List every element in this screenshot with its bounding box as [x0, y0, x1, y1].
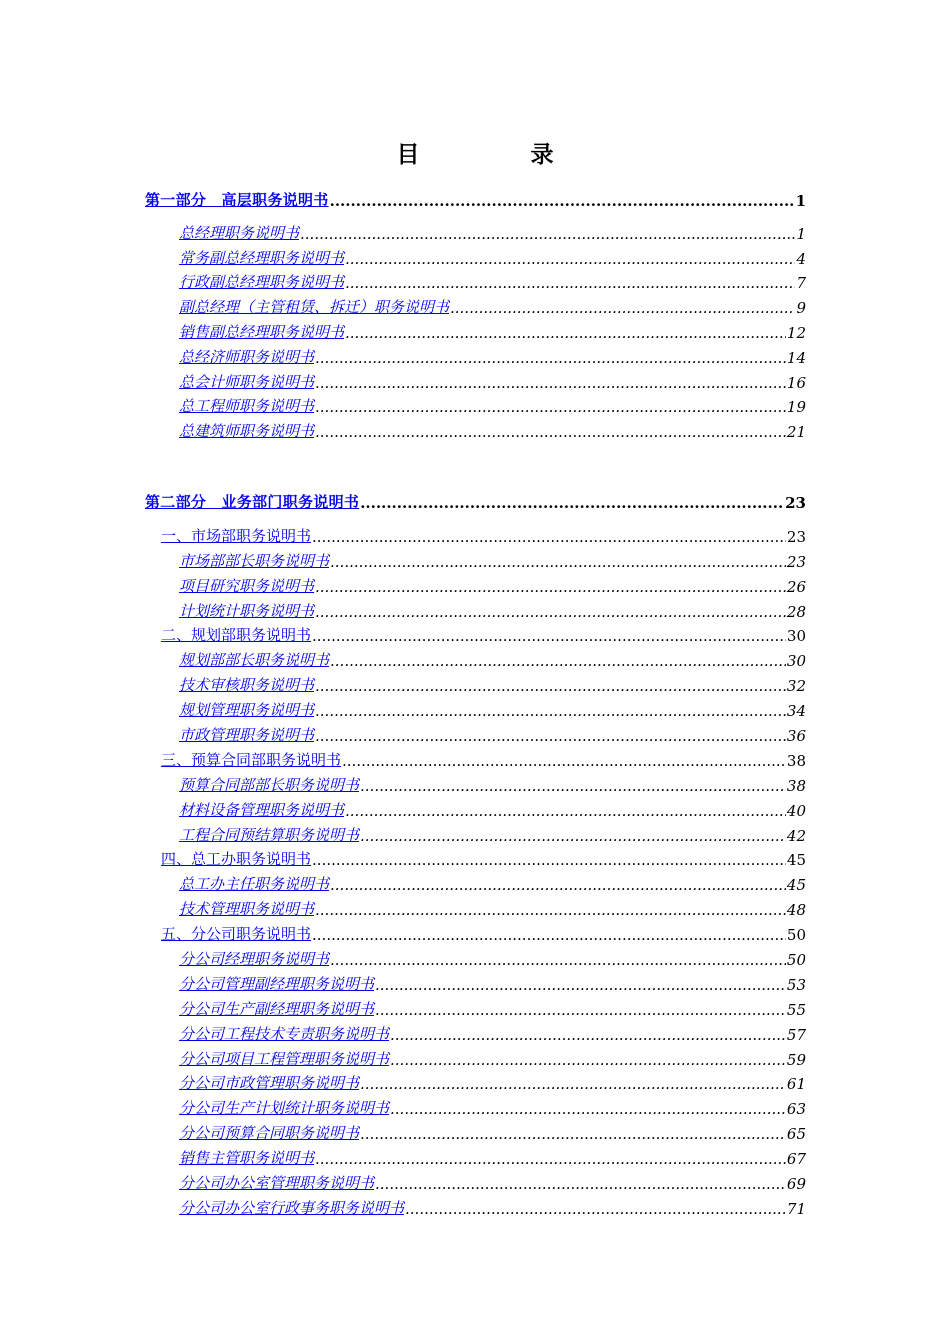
toc-entry[interactable] — [145, 342, 806, 367]
page-number: 67 — [786, 1150, 806, 1169]
leader-dots — [330, 553, 786, 571]
page-number: 4 — [796, 249, 806, 268]
toc-entry[interactable] — [145, 292, 806, 317]
page-number: 9 — [796, 299, 806, 318]
leader-dots — [312, 528, 786, 546]
toc-link[interactable]: 行政副总经理职务说明书 — [179, 273, 345, 292]
leader-dots — [375, 1001, 786, 1019]
leader-dots — [315, 578, 786, 596]
leader-dots — [330, 192, 795, 210]
leader-dots — [312, 851, 786, 869]
page-number: 30 — [786, 652, 806, 671]
leader-dots — [345, 274, 795, 292]
toc-title: 目 录 — [396, 141, 598, 168]
toc-part-1 — [145, 185, 806, 441]
toc-link[interactable]: 预算合同部部长职务说明书 — [179, 775, 360, 794]
toc-link[interactable]: 工程合同预结算职务说明书 — [179, 825, 360, 844]
toc-link[interactable]: 分公司生产计划统计职务说明书 — [179, 1099, 390, 1118]
toc-entry[interactable] — [145, 695, 806, 720]
toc-link[interactable]: 分公司市政管理职务说明书 — [179, 1074, 360, 1093]
toc-link[interactable]: 第一部分 高层职务说明书 — [145, 191, 329, 209]
page-number: 34 — [786, 702, 806, 721]
toc-link[interactable]: 技术审核职务说明书 — [179, 676, 315, 695]
leader-dots — [315, 1150, 786, 1168]
toc-section[interactable] — [145, 745, 806, 770]
page-number: 71 — [786, 1199, 806, 1218]
leader-dots — [315, 702, 786, 720]
leader-dots — [315, 727, 786, 745]
toc-link[interactable]: 常务副总经理职务说明书 — [179, 248, 345, 267]
toc-section[interactable] — [145, 521, 806, 546]
toc-link[interactable]: 二、规划部职务说明书 — [161, 626, 312, 645]
leader-dots — [390, 1026, 786, 1044]
toc-entry[interactable] — [145, 1118, 806, 1143]
toc-link[interactable]: 分公司办公室行政事务职务说明书 — [179, 1198, 405, 1217]
page-number: 42 — [786, 826, 806, 845]
toc-link[interactable]: 销售副总经理职务说明书 — [179, 322, 345, 341]
leader-dots — [330, 951, 786, 969]
toc-link[interactable]: 第二部分 业务部门职务说明书 — [145, 493, 360, 511]
leader-dots — [315, 423, 786, 441]
page-number: 40 — [786, 801, 806, 820]
toc-link[interactable]: 规划部部长职务说明书 — [179, 651, 330, 670]
leader-dots — [345, 250, 795, 268]
leader-dots — [300, 225, 795, 243]
leader-dots — [375, 976, 786, 994]
page-number: 7 — [796, 274, 806, 293]
toc-part-heading[interactable] — [145, 487, 806, 512]
toc-link[interactable]: 四、总工办职务说明书 — [161, 850, 312, 869]
leader-dots — [390, 1100, 786, 1118]
toc-entry[interactable] — [145, 795, 806, 820]
toc-entry[interactable] — [145, 770, 806, 795]
page-number: 16 — [786, 373, 806, 392]
toc-link[interactable]: 五、分公司职务说明书 — [161, 925, 312, 944]
page-number: 53 — [786, 975, 806, 994]
toc-link[interactable]: 副总经理（主管租赁、拆迁）职务说明书 — [179, 298, 450, 317]
toc-link[interactable]: 销售主管职务说明书 — [179, 1149, 315, 1168]
toc-entry[interactable] — [145, 317, 806, 342]
toc-link[interactable]: 市政管理职务说明书 — [179, 726, 315, 745]
toc-link[interactable]: 市场部部长职务说明书 — [179, 551, 330, 570]
leader-dots — [315, 398, 786, 416]
toc-entry[interactable] — [145, 571, 806, 596]
page-number: 63 — [786, 1100, 806, 1119]
toc-entry[interactable] — [145, 969, 806, 994]
page-number: 30 — [786, 627, 806, 646]
toc-entry[interactable] — [145, 720, 806, 745]
toc-link[interactable]: 总工办主任职务说明书 — [179, 875, 330, 894]
page-number: 50 — [786, 926, 806, 945]
toc-entry[interactable] — [145, 944, 806, 969]
toc-link[interactable]: 总经济师职务说明书 — [179, 347, 315, 366]
page-number: 59 — [786, 1050, 806, 1069]
toc-entry[interactable] — [145, 1168, 806, 1193]
toc-entry[interactable] — [145, 1143, 806, 1168]
page-number: 23 — [786, 527, 806, 546]
toc-link[interactable]: 总会计师职务说明书 — [179, 372, 315, 391]
page-number: 19 — [786, 398, 806, 417]
toc-entry[interactable] — [145, 1019, 806, 1044]
leader-dots — [315, 901, 786, 919]
toc-link[interactable]: 技术管理职务说明书 — [179, 900, 315, 919]
toc-entry[interactable] — [145, 894, 806, 919]
toc-entry[interactable] — [145, 367, 806, 392]
toc-link[interactable]: 分公司生产副经理职务说明书 — [179, 999, 375, 1018]
page-number: 21 — [786, 423, 806, 442]
page-number: 48 — [786, 901, 806, 920]
page-number: 55 — [786, 1000, 806, 1019]
toc-entry[interactable] — [145, 416, 806, 441]
toc-link[interactable]: 三、预算合同部职务说明书 — [161, 750, 342, 769]
page-number: 69 — [786, 1175, 806, 1194]
leader-dots — [315, 349, 786, 367]
toc-link[interactable]: 材料设备管理职务说明书 — [179, 800, 345, 819]
toc-entry[interactable] — [145, 243, 806, 268]
page-number: 1 — [795, 192, 806, 210]
leader-dots — [360, 494, 784, 512]
page-number: 28 — [786, 602, 806, 621]
toc-section[interactable] — [145, 919, 806, 944]
leader-dots — [360, 777, 786, 795]
toc-entry[interactable] — [145, 392, 806, 417]
toc-link[interactable]: 分公司办公室管理职务说明书 — [179, 1174, 375, 1193]
toc-section[interactable] — [145, 845, 806, 870]
toc-link[interactable]: 分公司管理副经理职务说明书 — [179, 974, 375, 993]
leader-dots — [390, 1051, 786, 1069]
toc-entry[interactable] — [145, 670, 806, 695]
leader-dots — [360, 1125, 786, 1143]
leader-dots — [450, 299, 795, 317]
toc-entry[interactable] — [145, 1044, 806, 1069]
toc-entry[interactable] — [145, 820, 806, 845]
toc-entry[interactable] — [145, 1093, 806, 1118]
toc-link[interactable]: 分公司项目工程管理职务说明书 — [179, 1049, 390, 1068]
leader-dots — [405, 1200, 786, 1218]
page-number: 1 — [796, 224, 806, 243]
leader-dots — [330, 876, 786, 894]
leader-dots — [345, 324, 786, 342]
page-number: 45 — [786, 851, 806, 870]
page-number: 38 — [786, 776, 806, 795]
page-number: 36 — [786, 727, 806, 746]
leader-dots — [315, 677, 786, 695]
leader-dots — [342, 752, 786, 770]
toc-part-heading[interactable] — [145, 185, 806, 210]
toc-entry[interactable] — [145, 218, 806, 243]
toc-entry[interactable] — [145, 869, 806, 894]
toc-entry[interactable] — [145, 1069, 806, 1094]
toc-link[interactable]: 总工程师职务说明书 — [179, 397, 315, 416]
page-number: 32 — [786, 677, 806, 696]
page-number: 26 — [786, 577, 806, 596]
leader-dots — [330, 652, 786, 670]
leader-dots — [360, 827, 786, 845]
page-number: 45 — [786, 876, 806, 895]
toc-link[interactable]: 分公司预算合同职务说明书 — [179, 1124, 360, 1143]
toc-entry[interactable] — [145, 546, 806, 571]
toc-section[interactable] — [145, 621, 806, 646]
toc-link[interactable]: 规划管理职务说明书 — [179, 701, 315, 720]
page-number: 23 — [785, 494, 806, 512]
page-number: 23 — [786, 552, 806, 571]
toc-entry[interactable] — [145, 1193, 806, 1218]
leader-dots — [345, 802, 786, 820]
leader-dots — [312, 926, 786, 944]
toc-entry[interactable] — [145, 596, 806, 621]
toc-link[interactable]: 分公司经理职务说明书 — [179, 950, 330, 969]
page-number: 65 — [786, 1125, 806, 1144]
page-number: 61 — [786, 1075, 806, 1094]
toc-link[interactable]: 一、市场部职务说明书 — [161, 526, 312, 545]
toc-link[interactable]: 总经理职务说明书 — [179, 223, 300, 242]
page-number: 38 — [786, 751, 806, 770]
toc-link[interactable]: 分公司工程技术专责职务说明书 — [179, 1024, 390, 1043]
toc-link[interactable]: 计划统计职务说明书 — [179, 601, 315, 620]
toc-part-2 — [145, 487, 806, 1218]
leader-dots — [315, 603, 786, 621]
toc-link[interactable]: 项目研究职务说明书 — [179, 576, 315, 595]
page-number: 57 — [786, 1025, 806, 1044]
page-number: 12 — [786, 323, 806, 342]
page-number: 14 — [786, 348, 806, 367]
toc-entry[interactable] — [145, 645, 806, 670]
toc-entry[interactable] — [145, 994, 806, 1019]
page-number: 50 — [786, 951, 806, 970]
leader-dots — [315, 374, 786, 392]
leader-dots — [360, 1075, 786, 1093]
leader-dots — [312, 627, 786, 645]
toc-link[interactable]: 总建筑师职务说明书 — [179, 422, 315, 441]
toc-entry[interactable] — [145, 268, 806, 293]
leader-dots — [375, 1175, 786, 1193]
